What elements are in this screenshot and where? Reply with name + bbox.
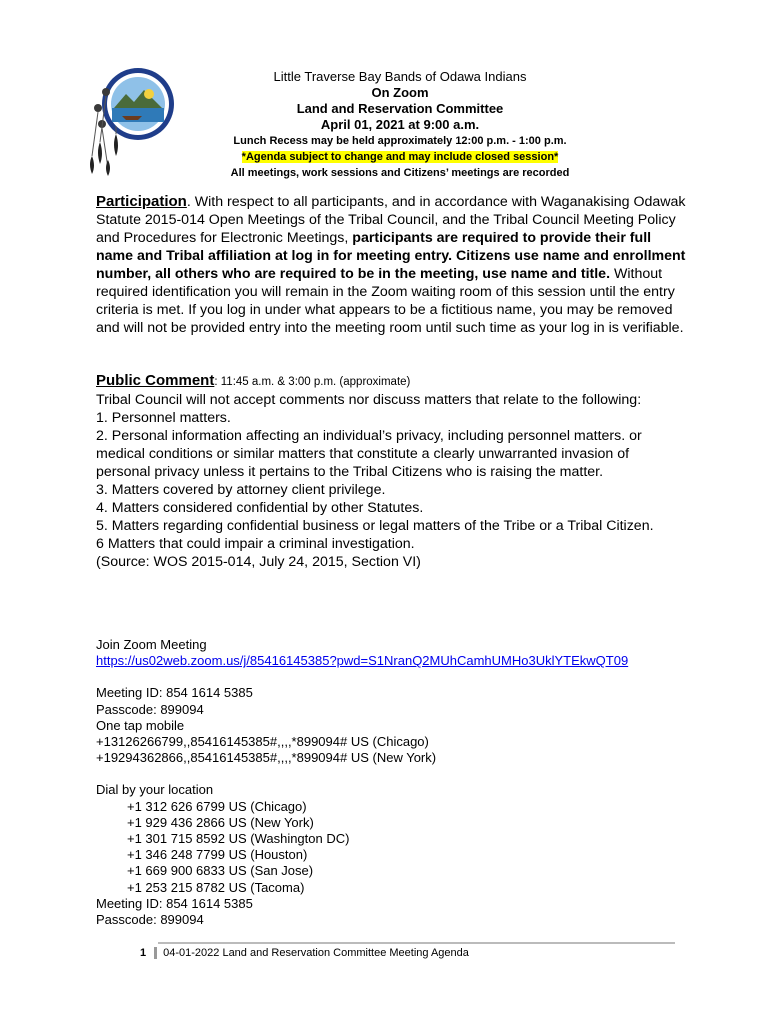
participation-section — [96, 193, 686, 337]
recording-note: All meetings, work sessions and Citizens’ meetings are recorded — [230, 167, 570, 179]
participation-text-1: . With respect to all participants, and in accordance with Waganakising Odawak Statute 2015-014 Open Meetings of the Tribal Council, and the Tribal Council Meeting Policy and Procedures for Electronic Meetings, — [96, 194, 686, 246]
dial-number: +1 312 626 6799 US (Chicago) — [127, 798, 307, 814]
participation-text-2: Without required identification you will remain in the Zoom waiting room of this session until the entry criteria is met. If you log in under what appears to be a fictitious name, you may be removed and will not be provided entry into the meeting room until such time as your log in is verifiable. — [96, 266, 684, 336]
passcode: Passcode: 899094 — [96, 701, 204, 717]
source-citation: (Source: WOS 2015-014, July 24, 2015, Section VI) — [96, 554, 421, 570]
public-comment-heading: Public Comment — [96, 372, 215, 389]
meeting-location: On Zoom — [371, 85, 429, 100]
list-item: 2. Personal information affecting an individual’s privacy, including personnel matters. or medical conditions or similar matters that constitute a clearly unwarranted invasion of personal privacy unless it pertains to the Tribal Citizens who is raising the matter. — [96, 428, 642, 480]
public-comment-intro: Tribal Council will not accept comments nor discuss matters that relate to the following: — [96, 392, 642, 408]
participation-requirement: participants are required to provide their full name and Tribal affiliation at log in for meeting entry. Citizens use name and enrollment number, all others who are required to be in the meeting, use name and title. — [96, 230, 686, 282]
participation-heading: Participation — [96, 193, 187, 210]
meeting-date: April 01, 2021 at 9:00 a.m. — [320, 117, 480, 132]
dial-number: +1 301 715 8592 US (Washington DC) — [127, 831, 350, 847]
list-item: 3. Matters covered by attorney client privilege. — [96, 482, 386, 498]
one-tap-chicago: +13126266799,,85416145385#,,,,*899094# US (Chicago) — [96, 734, 429, 750]
dial-number: +1 346 248 7799 US (Houston) — [127, 847, 308, 863]
one-tap-label: One tap mobile — [96, 717, 185, 733]
document-header — [150, 69, 650, 181]
zoom-details — [96, 637, 696, 928]
page-footer — [140, 947, 469, 959]
join-zoom-label: Join Zoom Meeting — [96, 637, 207, 652]
meeting-id-repeat: Meeting ID: 854 1614 5385 — [96, 895, 253, 911]
list-item: 5. Matters regarding confidential business or legal matters of the Tribe or a Tribal Citizen. — [96, 518, 654, 534]
org-name: Little Traverse Bay Bands of Odawa Indians — [273, 69, 527, 84]
footer-text: 04-01-2022 Land and Reservation Committee Meeting Agenda — [163, 947, 469, 959]
meeting-id: Meeting ID: 854 1614 5385 — [96, 685, 253, 701]
public-comment-section — [96, 372, 686, 571]
dial-number: +1 929 436 2866 US (New York) — [127, 814, 314, 830]
list-item: 1. Personnel matters. — [96, 410, 231, 426]
footer-divider — [158, 942, 675, 944]
committee-name: Land and Reservation Committee — [296, 101, 504, 116]
public-comment-times: : 11:45 a.m. & 3:00 p.m. (approximate) — [214, 376, 411, 388]
dial-by-location-label: Dial by your location — [96, 782, 214, 798]
dial-number: +1 253 215 8782 US (Tacoma) — [127, 879, 305, 895]
zoom-meeting-link[interactable]: https://us02web.zoom.us/j/85416145385?pwd=S1NranQ2MUhCamhUMHo3UklYTEkwQT09 — [96, 653, 629, 669]
page-number: 1 — [140, 947, 157, 959]
list-item: 6 Matters that could impair a criminal investigation. — [96, 536, 415, 552]
passcode-repeat: Passcode: 899094 — [96, 912, 204, 928]
lunch-recess-note: Lunch Recess may be held approximately 12:00 p.m. - 1:00 p.m. — [233, 135, 567, 147]
one-tap-new-york: +19294362866,,85416145385#,,,,*899094# US (New York) — [96, 750, 437, 766]
agenda-change-note: *Agenda subject to change and may include closed session* — [241, 151, 559, 163]
dial-number: +1 669 900 6833 US (San Jose) — [127, 863, 314, 879]
list-item: 4. Matters considered confidential by other Statutes. — [96, 500, 424, 516]
